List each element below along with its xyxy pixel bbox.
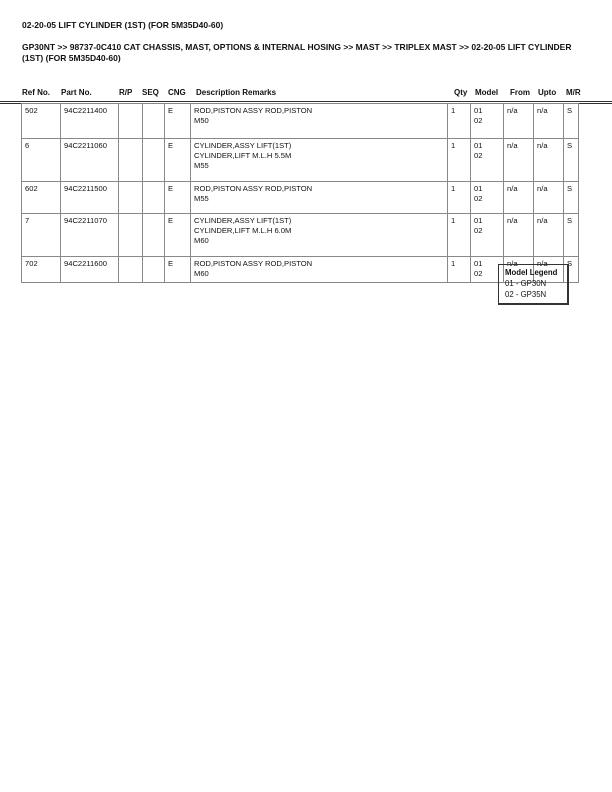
- cell-model: [471, 182, 504, 214]
- legend-item: 01 - GP30N: [505, 279, 547, 288]
- cell-qty: 1: [448, 214, 471, 257]
- table-row: [22, 139, 579, 182]
- table-row: [22, 257, 579, 283]
- cell-qty: 1: [448, 257, 471, 283]
- column-header-qty: Qty: [454, 88, 468, 97]
- cell-model: [471, 104, 504, 139]
- cell-rp: [119, 257, 143, 283]
- column-header-cng: CNG: [168, 88, 186, 97]
- cell-cng: E: [165, 257, 191, 283]
- table-row: [22, 182, 579, 214]
- cell-mr: S: [564, 214, 579, 257]
- cell-line: M55: [194, 161, 209, 170]
- cell-mr: S: [564, 257, 579, 283]
- cell-rp: [119, 139, 143, 182]
- cell-line: M50: [194, 116, 209, 125]
- cell-line: M55: [194, 194, 209, 203]
- cell-line: 01: [474, 184, 483, 193]
- column-header-part-no: Part No.: [61, 88, 92, 97]
- cell-line: CYLINDER,ASSY LIFT(1ST): [194, 141, 292, 150]
- cell-upto: n/a: [534, 182, 564, 214]
- cell-line: 02: [474, 226, 483, 235]
- cell-part-no: 94C2211060: [61, 139, 119, 182]
- legend-title: Model Legend: [505, 268, 558, 277]
- page-title: 02-20-05 LIFT CYLINDER (1ST) (FOR 5M35D40-60): [22, 20, 224, 30]
- cell-cng: E: [165, 182, 191, 214]
- column-header-from: From: [510, 88, 530, 97]
- cell-seq: [143, 139, 165, 182]
- cell-part-no: 94C2211070: [61, 214, 119, 257]
- cell-seq: [143, 214, 165, 257]
- cell-line: CYLINDER,LIFT M.L.H 5.5M: [194, 151, 292, 160]
- cell-seq: [143, 182, 165, 214]
- cell-cng: E: [165, 139, 191, 182]
- cell-from: n/a: [504, 139, 534, 182]
- cell-ref-no: 6: [22, 139, 61, 182]
- cell-from: n/a: [504, 182, 534, 214]
- cell-upto: n/a: [534, 104, 564, 139]
- cell-cng: E: [165, 214, 191, 257]
- cell-line: CYLINDER,LIFT M.L.H 6.0M: [194, 226, 292, 235]
- cell-line: 01: [474, 259, 483, 268]
- cell-cng: E: [165, 104, 191, 139]
- column-header-seq: SEQ: [142, 88, 159, 97]
- cell-line: 02: [474, 151, 483, 160]
- cell-line: 01: [474, 141, 483, 150]
- cell-description: [191, 139, 448, 182]
- column-header-upto: Upto: [538, 88, 557, 97]
- cell-mr: S: [564, 182, 579, 214]
- column-header-rp: R/P: [119, 88, 133, 97]
- cell-description: [191, 214, 448, 257]
- cell-line: 01: [474, 106, 483, 115]
- cell-rp: [119, 104, 143, 139]
- table-row: [22, 104, 579, 139]
- cell-part-no: 94C2211600: [61, 257, 119, 283]
- cell-line: 02: [474, 269, 483, 278]
- cell-seq: [143, 104, 165, 139]
- cell-ref-no: 602: [22, 182, 61, 214]
- cell-line: CYLINDER,ASSY LIFT(1ST): [194, 216, 292, 225]
- table-row: [22, 214, 579, 257]
- cell-line: M60: [194, 236, 209, 245]
- legend-item: 02 - GP35N: [505, 290, 547, 299]
- cell-ref-no: 702: [22, 257, 61, 283]
- column-header-mr: M/R: [566, 88, 581, 97]
- cell-ref-no: 7: [22, 214, 61, 257]
- cell-model: [471, 214, 504, 257]
- breadcrumb: GP30NT >> 98737-0C410 CAT CHASSIS, MAST, OPTIONS & INTERNAL HOSING >> MAST >> TRIPLEX MAST >> 02-20-05 LIFT CYLINDER (1ST) (FOR 5M35D40-60): [22, 42, 572, 63]
- column-header-model: Model: [475, 88, 499, 97]
- cell-ref-no: 502: [22, 104, 61, 139]
- cell-mr: S: [564, 139, 579, 182]
- column-header-description: Description Remarks: [196, 88, 277, 97]
- cell-upto: n/a: [534, 257, 564, 283]
- cell-mr: S: [564, 104, 579, 139]
- cell-line: ROD,PISTON ASSY ROD,PISTON: [194, 106, 313, 115]
- cell-description: [191, 257, 448, 283]
- cell-qty: 1: [448, 139, 471, 182]
- cell-qty: 1: [448, 104, 471, 139]
- cell-seq: [143, 257, 165, 283]
- cell-part-no: 94C2211400: [61, 104, 119, 139]
- cell-line: 01: [474, 216, 483, 225]
- cell-line: 02: [474, 116, 483, 125]
- cell-qty: 1: [448, 182, 471, 214]
- cell-from: n/a: [504, 104, 534, 139]
- cell-rp: [119, 214, 143, 257]
- cell-description: [191, 182, 448, 214]
- cell-from: n/a: [504, 257, 534, 283]
- cell-line: ROD,PISTON ASSY ROD,PISTON: [194, 259, 313, 268]
- cell-line: M60: [194, 269, 209, 278]
- parts-table: [21, 103, 579, 283]
- cell-upto: n/a: [534, 214, 564, 257]
- cell-line: ROD,PISTON ASSY ROD,PISTON: [194, 184, 313, 193]
- cell-rp: [119, 182, 143, 214]
- cell-upto: n/a: [534, 139, 564, 182]
- cell-model: [471, 139, 504, 182]
- cell-line: 02: [474, 194, 483, 203]
- cell-description: [191, 104, 448, 139]
- cell-part-no: 94C2211500: [61, 182, 119, 214]
- cell-from: n/a: [504, 214, 534, 257]
- model-legend: [498, 264, 569, 305]
- column-header-ref-no: Ref No.: [22, 88, 50, 97]
